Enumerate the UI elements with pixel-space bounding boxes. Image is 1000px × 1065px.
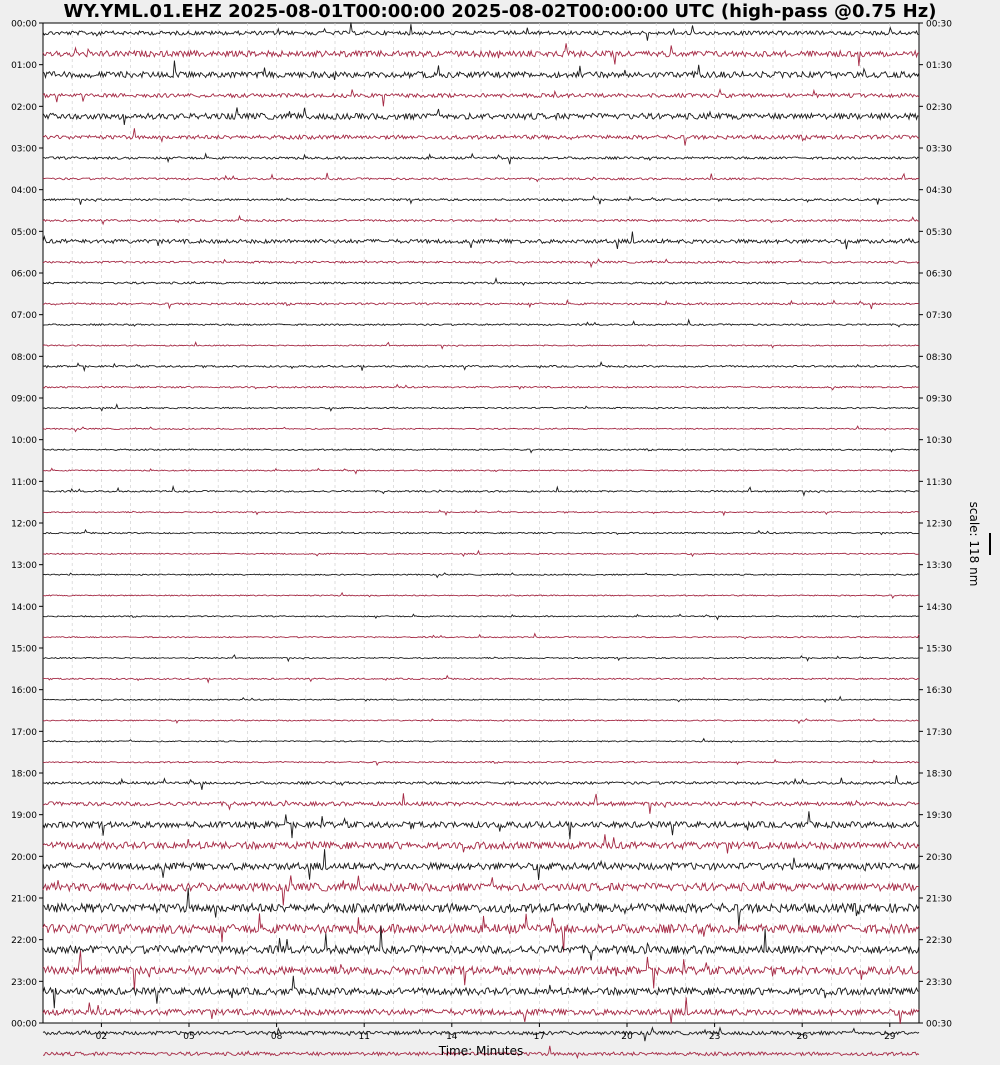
right-time-label: 14:30 — [926, 602, 952, 613]
left-time-label: 06:00 — [11, 269, 37, 280]
right-time-label: 20:30 — [926, 852, 952, 863]
right-time-label: 13:30 — [926, 561, 952, 572]
right-time-label: 07:30 — [926, 311, 952, 322]
left-time-label: 11:00 — [11, 477, 37, 488]
left-time-labels — [11, 20, 43, 1030]
right-time-label: 04:30 — [926, 186, 952, 197]
x-tick-label: 05 — [183, 1032, 195, 1042]
right-time-label: 19:30 — [926, 811, 952, 822]
right-time-label: 01:30 — [926, 61, 952, 72]
right-time-label: 23:30 — [926, 977, 952, 988]
right-time-label: 15:30 — [926, 644, 952, 655]
right-time-label: 16:30 — [926, 686, 952, 697]
right-time-label: 18:30 — [926, 769, 952, 780]
left-time-label: 10:00 — [11, 436, 37, 447]
x-tick-label: 29 — [884, 1032, 896, 1042]
right-time-label: 12:30 — [926, 519, 952, 530]
left-time-label: 02:00 — [11, 102, 37, 113]
x-tick-label: 02 — [95, 1032, 108, 1042]
x-tick-label: 26 — [796, 1032, 808, 1042]
right-time-label: 22:30 — [926, 936, 952, 947]
left-time-label: 19:00 — [11, 811, 37, 822]
x-tick-label: 14 — [446, 1032, 458, 1042]
right-time-label: 03:30 — [926, 144, 952, 155]
left-time-label: 00:00 — [11, 19, 37, 30]
left-time-label: 20:00 — [11, 852, 37, 863]
right-time-label: 09:30 — [926, 394, 952, 405]
x-tick-label: 23 — [708, 1032, 721, 1042]
seismic-trace — [43, 1028, 919, 1042]
right-time-label: 11:30 — [926, 477, 952, 488]
x-tick-label: 17 — [533, 1032, 546, 1042]
right-time-label: 10:30 — [926, 436, 952, 447]
left-time-label: 00:00 — [11, 1019, 37, 1030]
right-time-label: 08:30 — [926, 352, 952, 363]
right-time-label: 21:30 — [926, 894, 952, 905]
left-time-label: 05:00 — [11, 227, 37, 238]
left-time-label: 15:00 — [11, 644, 37, 655]
left-time-label: 01:00 — [11, 61, 37, 72]
left-time-label: 17:00 — [11, 727, 37, 738]
left-time-label: 21:00 — [11, 894, 37, 905]
scale-indicator — [967, 502, 990, 587]
left-time-label: 08:00 — [11, 352, 37, 363]
left-time-label: 07:00 — [11, 311, 37, 322]
left-time-label: 04:00 — [11, 186, 37, 197]
right-time-label: 00:30 — [926, 1019, 952, 1030]
chart-title: WY.YML.01.EHZ 2025-08-01T00:00:00 2025-08-02T00:00:00 UTC (high-pass @0.75 Hz) — [63, 1, 937, 22]
left-time-label: 22:00 — [11, 936, 37, 947]
left-time-label: 13:00 — [11, 561, 37, 572]
right-time-label: 02:30 — [926, 102, 952, 113]
left-time-label: 12:00 — [11, 519, 37, 530]
right-time-label: 17:30 — [926, 727, 952, 738]
left-time-label: 03:00 — [11, 144, 37, 155]
left-time-label: 16:00 — [11, 686, 37, 697]
left-time-label: 18:00 — [11, 769, 37, 780]
scale-label: scale: 118 nm — [967, 501, 981, 587]
x-tick-label: 20 — [621, 1032, 633, 1042]
left-time-label: 23:00 — [11, 977, 37, 988]
right-time-label: 06:30 — [926, 269, 952, 280]
x-tick-label: 08 — [270, 1032, 283, 1042]
right-time-label: 00:30 — [926, 19, 952, 30]
left-time-label: 09:00 — [11, 394, 37, 405]
x-tick-label: 11 — [358, 1032, 370, 1042]
left-time-label: 14:00 — [11, 602, 37, 613]
x-axis-label: Time: Minutes — [438, 1044, 524, 1058]
right-time-label: 05:30 — [926, 227, 952, 238]
right-time-labels — [919, 20, 952, 1030]
